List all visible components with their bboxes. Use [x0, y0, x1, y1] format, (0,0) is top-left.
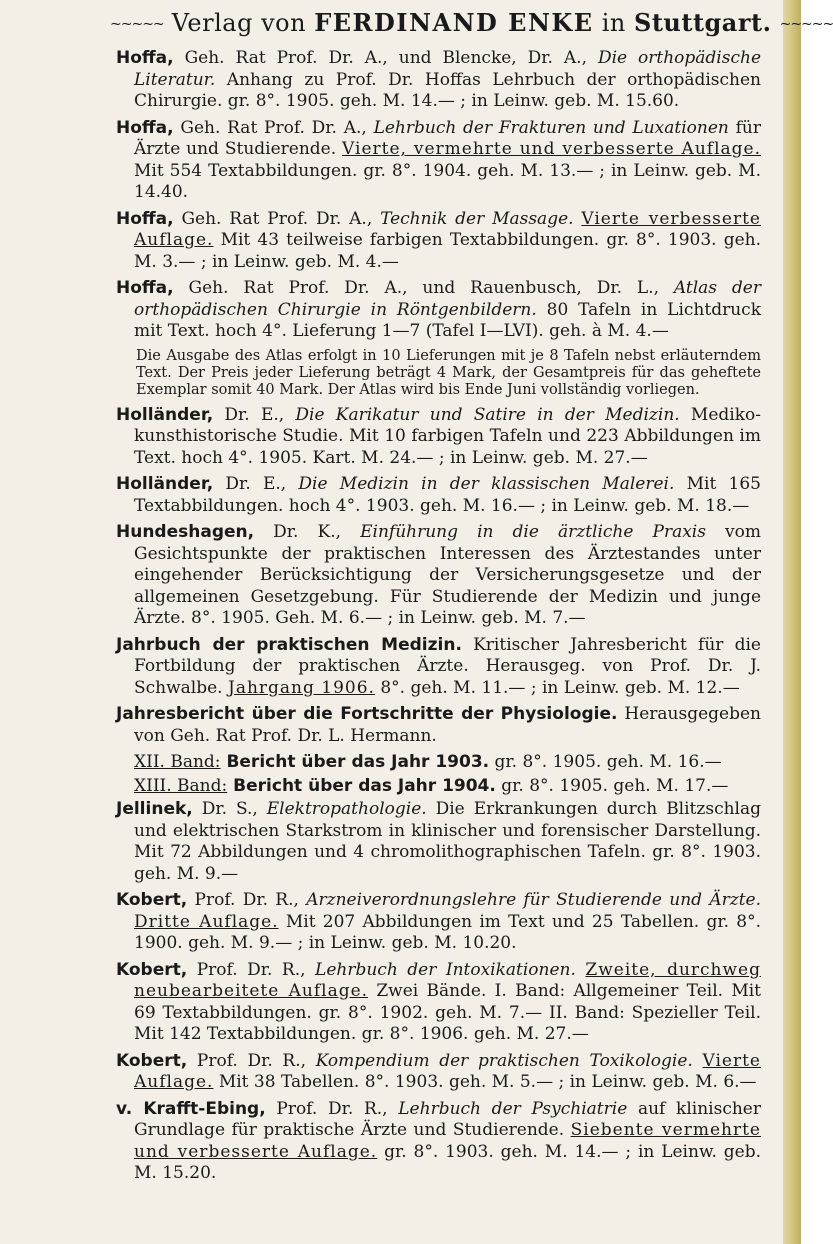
volume-text: gr. 8°. 1905. geh. M. 16.— — [489, 752, 722, 772]
entry-title: Lehrbuch der Frakturen und Luxationen — [373, 117, 729, 138]
entry-title: Technik der Massage. — [380, 208, 574, 229]
entry-author-detail: Geh. Rat Prof. Dr. A., und Blencke, Dr. A., — [173, 48, 598, 68]
entry-author-detail: Dr. E., — [213, 404, 296, 425]
entry-edition: Vierte verbesserte Auflage. — [134, 208, 761, 250]
entry-title: Einführung in die ärztliche Praxis — [360, 522, 706, 542]
header-prefix: Verlag von — [171, 9, 307, 37]
catalog-entry — [116, 635, 761, 700]
entry-author: Jellinek, — [116, 799, 193, 819]
entry-text: vom Gesichtspunkte der praktischen Interessen des Ärztestandes unter eingehender Berücksichtigung der Versicherungsgesetze und der allgemeinen Gesetzgebung. Für Studierende der Medizin und junge Ärzte. 8°. 1905. Geh. M. 6.— ; in Leinw. geb. M. 7.— — [134, 522, 761, 628]
entry-author-detail: Herausgegeben von Geh. Rat Prof. Dr. L. Hermann. — [134, 704, 761, 746]
entry-author: Jahresbericht über die Fortschritte der Physiologie. — [116, 704, 618, 724]
entry-author-detail: Prof. Dr. R., — [187, 959, 316, 980]
catalog-entry — [116, 890, 761, 955]
entry-title: Kompendium der praktischen Toxikologie. — [315, 1050, 693, 1071]
entry-text: Mit 43 teilweise farbigen Textabbildungen. gr. 8°. 1903. geh. M. 3.— ; in Leinw. geb. M. 4.— — [134, 230, 761, 272]
volume-heading: Bericht über das Jahr 1904. — [227, 775, 496, 796]
entry-edition: Vierte, vermehrte und verbesserte Auflage. — [342, 139, 761, 159]
entry-text: gr. 8°. 1903. geh. M. 14.— ; in Leinw. geb. M. 15.20. — [134, 1141, 761, 1183]
catalog-entry — [116, 405, 761, 470]
entry-text: Mit 207 Abbildungen im Text und 25 Tabellen. gr. 8°. 1900. geh. M. 9.— ; in Leinw. geb. M. 10.20. — [134, 911, 761, 953]
entry-note: Die Ausgabe des Atlas erfolgt in 10 Lieferungen mit je 8 Tafeln nebst erläuterndem Text. Der Preis jeder Lieferung beträgt 4 Mark, der Gesamtpreis für das geheftete Exemplar somit 40 Mark. Der Atlas wird bis Ende Juni vollständig vorliegen. — [136, 347, 761, 398]
entry-edition: Jahrgang 1906. — [228, 677, 375, 698]
page-edge-strip — [783, 0, 801, 1244]
entry-edition: Zweite, durchweg neubearbeitete Auflage. — [134, 959, 762, 1001]
entry-text: für Ärzte und Studierende. — [134, 117, 761, 159]
entry-author: Holländer, — [116, 404, 214, 425]
publisher-header — [110, 8, 833, 37]
entry-author-detail: Dr. E., — [213, 474, 299, 494]
entry-title: Elektropathologie. — [266, 799, 427, 819]
entry-author: Kobert, — [116, 1050, 188, 1071]
volume-label: XII. Band: — [134, 752, 221, 772]
entry-author-detail: Kritischer Jahresbericht für die Fortbildung der praktischen Ärzte. Herausgeg. von Prof. Dr. J. Schwalbe. — [134, 634, 761, 698]
entry-title: Lehrbuch der Psychiatrie — [398, 1098, 628, 1119]
catalog-entry — [116, 522, 761, 630]
entry-author: Kobert, — [116, 890, 188, 910]
entry-text: auf klinischer Grundlage für praktische Ärzte und Studierende. — [134, 1098, 761, 1140]
catalog-entry — [116, 209, 761, 274]
entry-author: Jahrbuch der praktischen Medizin. — [116, 634, 462, 655]
catalog-entry — [116, 704, 761, 747]
catalog-entry — [116, 48, 761, 113]
entry-author-detail: Geh. Rat Prof. Dr. A., — [173, 208, 381, 229]
entry-author: v. Krafft-Ebing, — [116, 1098, 266, 1119]
entry-author: Hundeshagen, — [116, 522, 255, 542]
entry-author: Kobert, — [116, 959, 188, 980]
entry-text: Mit 165 Textabbildungen. hoch 4°. 1903. geh. M. 16.— ; in Leinw. geb. M. 18.— — [134, 474, 761, 516]
entry-author-detail: Prof. Dr. R., — [187, 1050, 316, 1071]
publisher-name: FERDINAND ENKE — [314, 8, 594, 37]
entry-edition: Siebente vermehrte und verbesserte Auflage. — [134, 1120, 761, 1162]
volume-text: gr. 8°. 1905. geh. M. 17.— — [495, 775, 729, 796]
entry-author-detail: Geh. Rat Prof. Dr. A., und Rauenbusch, Dr. L., — [173, 278, 674, 298]
entry-title: Lehrbuch der Intoxikationen. — [315, 959, 576, 980]
entry-title: Arzneiverordnungslehre für Studierende und Ärzte. — [306, 890, 761, 910]
entry-author: Hoffa, — [116, 48, 174, 68]
entry-edition: Dritte Auflage. — [134, 911, 279, 932]
catalog-entry — [116, 278, 761, 343]
catalog-entry — [116, 474, 761, 517]
entry-title: Die Karikatur und Satire in der Medizin. — [295, 404, 680, 425]
entry-text: Mit 554 Textabbildungen. gr. 8°. 1904. geh. M. 13.— ; in Leinw. geb. M. 14.40. — [134, 160, 761, 202]
volume-heading: Bericht über das Jahr 1903. — [220, 752, 490, 772]
catalog-entry — [116, 960, 761, 1046]
entry-text: Mediko-kunsthistorische Studie. Mit 10 farbigen Tafeln und 223 Abbildungen im Text. hoch 4°. 1905. Kart. M. 24.— ; in Leinw. geb. M. 27.— — [134, 404, 761, 468]
entry-text — [693, 1051, 703, 1071]
entry-text: Die Erkrankungen durch Blitzschlag und elektrischen Starkstrom in klinischer und forensischer Darstellung. Mit 72 Abbildungen und 4 chromolithographischen Tafeln. gr. 8°. 1903. geh. M. 9.— — [134, 799, 761, 884]
catalog-entry — [116, 1051, 761, 1094]
volume-line — [134, 776, 761, 798]
entry-text: 8°. geh. M. 11.— ; in Leinw. geb. M. 12.— — [374, 677, 740, 698]
volume-label: XIII. Band: — [134, 775, 228, 796]
volume-line — [134, 752, 761, 774]
entry-title: Atlas der orthopädischen Chirurgie in Röntgenbildern. — [134, 278, 761, 320]
entry-title: Die orthopädische Literatur. — [134, 48, 762, 90]
entry-author: Holländer, — [116, 474, 214, 494]
entry-edition: Vierte Auflage. — [134, 1050, 761, 1092]
header-mid: in — [601, 9, 626, 37]
entry-author-detail: Prof. Dr. R., — [265, 1098, 399, 1119]
entry-text — [576, 960, 586, 980]
catalog-entry — [116, 1099, 761, 1185]
entry-text: Anhang zu Prof. Dr. Hoffas Lehrbuch der orthopädischen Chirurgie. gr. 8°. 1905. geh. M. 14.— ; in Leinw. geb. M. 15.60. — [134, 69, 761, 111]
catalog-entry — [116, 799, 761, 885]
catalog-entries — [116, 48, 761, 1190]
entry-text: 80 Tafeln in Lichtdruck mit Text. hoch 4°. Lieferung 1—7 (Tafel I—LVI). geh. à M. 4.— — [134, 299, 761, 341]
entry-author-detail: Dr. K., — [254, 522, 361, 542]
entry-text: Mit 38 Tabellen. 8°. 1903. geh. M. 5.— ; in Leinw. geb. M. 6.— — [213, 1072, 757, 1092]
entry-author-detail: Geh. Rat Prof. Dr. A., — [173, 117, 374, 138]
left-ornament: ~~~~~ — [110, 16, 164, 33]
entry-author-detail: Dr. S., — [192, 799, 267, 819]
publisher-place: Stuttgart. — [633, 8, 772, 37]
entry-author: Hoffa, — [116, 208, 174, 229]
right-ornament: ~~~~~ — [779, 16, 833, 33]
catalog-entry — [116, 118, 761, 204]
entry-text: Zwei Bände. I. Band: Allgemeiner Teil. Mit 69 Textabbildungen. gr. 8°. 1902. geh. M. 7.— II. Band: Spezieller Teil. Mit 142 Textabbildungen. gr. 8°. 1906. geh. M. 27.— — [134, 981, 761, 1044]
entry-author: Hoffa, — [116, 278, 174, 298]
entry-title: Die Medizin in der klassischen Malerei. — [298, 474, 675, 494]
entry-author-detail: Prof. Dr. R., — [187, 890, 307, 910]
entry-author: Hoffa, — [116, 117, 174, 138]
